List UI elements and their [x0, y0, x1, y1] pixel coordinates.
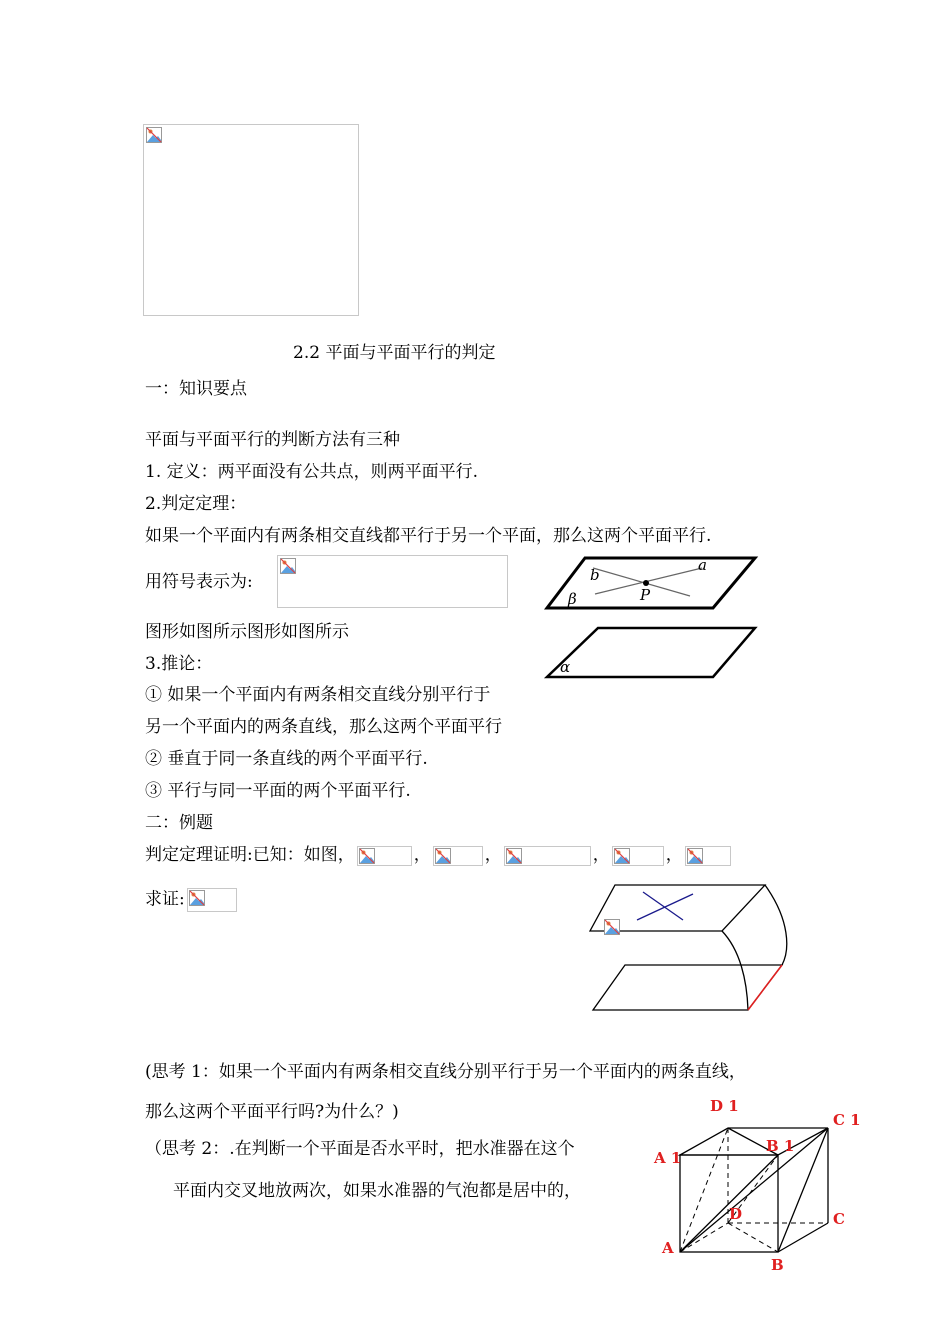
- think-1a: (思考 1：如果一个平面内有两条相交直线分别平行于另一个平面内的两条直线，: [145, 1062, 746, 1082]
- label-a: A: [662, 1239, 674, 1257]
- label-b: B: [771, 1256, 784, 1274]
- intro-text: 平面与平面平行的判断方法有三种: [145, 430, 400, 450]
- corollary-1b: 另一个平面内的两条直线，那么这两个平面平行: [145, 717, 502, 737]
- corollary-2: ② 垂直于同一条直线的两个平面平行.: [145, 749, 428, 769]
- label-c: C: [833, 1210, 845, 1228]
- broken-image-icon: [687, 848, 703, 864]
- label-beta: β: [568, 590, 577, 608]
- theorem-text: 如果一个平面内有两条相交直线都平行于另一个平面，那么这两个平面平行.: [145, 526, 712, 546]
- comma-4: ，: [665, 845, 683, 865]
- section-heading-examples: 二：例题: [145, 813, 213, 833]
- label-c1: C 1: [833, 1111, 861, 1129]
- diag-d-b: [728, 1223, 778, 1252]
- label-alpha: α: [560, 658, 571, 676]
- diag-a-b1: [680, 1155, 778, 1252]
- figure-caption: 图形如图所示图形如图所示: [145, 622, 349, 642]
- plane-beta: [547, 558, 755, 608]
- corollary-3: ③ 平行与同一平面的两个平面平行.: [145, 781, 411, 801]
- page-title: 2.2 平面与平面平行的判定: [293, 343, 496, 363]
- corollary-heading: 3.推论：: [145, 654, 213, 674]
- comma-1: ，: [413, 845, 431, 865]
- section-heading-knowledge: 一：知识要点: [145, 379, 247, 399]
- think-2b: 平面内交叉地放两次，如果水准器的气泡都是居中的，: [173, 1181, 581, 1201]
- inline-image-3: [504, 846, 591, 866]
- plane-alpha: [547, 628, 755, 677]
- symbol-image-placeholder: [277, 555, 508, 608]
- broken-image-icon: [280, 558, 296, 574]
- label-b: b: [590, 566, 600, 584]
- broken-image-icon: [435, 848, 451, 864]
- upper-line-1: [643, 892, 683, 920]
- proof-prove-line: [145, 888, 239, 912]
- label-a: a: [698, 556, 707, 574]
- cube-figure: [650, 1095, 865, 1275]
- label-b1: B 1: [766, 1137, 795, 1155]
- diag-a-d1: [680, 1128, 728, 1252]
- label-d: D: [729, 1205, 743, 1223]
- diag-a-c1: [680, 1128, 828, 1252]
- symbol-label: 用符号表示为:: [145, 572, 253, 592]
- red-edge: [748, 965, 782, 1010]
- label-p: P: [640, 586, 651, 604]
- parallel-planes-figure: [540, 550, 765, 685]
- curved-surface-edge-2: [722, 931, 748, 1010]
- proof-given-line: [145, 844, 733, 866]
- corollary-1a: ① 如果一个平面内有两条相交直线分别平行于: [145, 685, 491, 705]
- inline-image-4: [612, 846, 664, 866]
- inline-image-prove: [187, 888, 237, 912]
- broken-image-icon: [614, 848, 630, 864]
- broken-image-icon: [605, 920, 620, 935]
- upper-line-2: [637, 894, 693, 920]
- top-image-placeholder: [143, 124, 359, 316]
- comma-2: ，: [484, 845, 502, 865]
- comma-3: ，: [592, 845, 610, 865]
- theorem-heading: 2.判定定理：: [145, 494, 247, 514]
- inline-image-5: [685, 846, 731, 866]
- broken-image-icon: [189, 890, 205, 906]
- label-d1: D 1: [710, 1097, 739, 1115]
- inline-image-1: [357, 846, 412, 866]
- label-a1: A 1: [654, 1149, 682, 1167]
- inline-image-2: [433, 846, 483, 866]
- proof-prove-text: 求证:: [145, 889, 185, 910]
- broken-image-icon: [359, 848, 375, 864]
- cube-edge-c-b: [778, 1223, 828, 1252]
- proof-figure: [585, 880, 790, 1015]
- curved-surface-edge-1: [765, 885, 787, 965]
- broken-image-icon: [146, 127, 162, 143]
- think-1b: 那么这两个平面平行吗?为什么？): [145, 1102, 399, 1122]
- proof-given-text: 判定定理证明:已知：如图，: [145, 845, 355, 865]
- definition-text: 1. 定义：两平面没有公共点，则两平面平行.: [145, 462, 479, 482]
- broken-image-icon: [506, 848, 522, 864]
- think-2a: （思考 2：.在判断一个平面是否水平时，把水准器在这个: [145, 1139, 575, 1159]
